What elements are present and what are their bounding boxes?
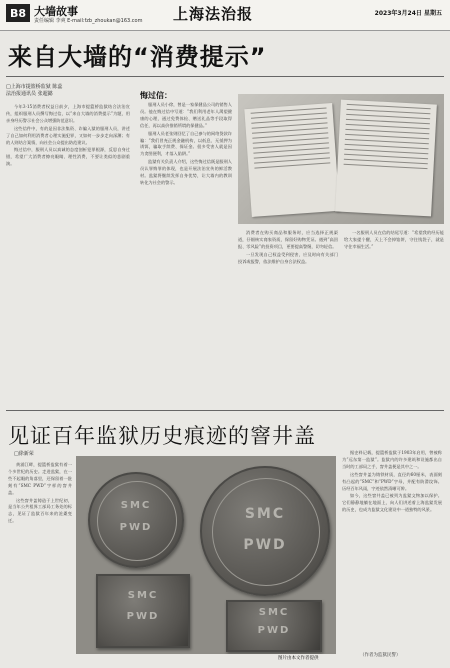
- manhole-cover: SMC PWD: [200, 466, 330, 596]
- issue-date: 2023年3月24日 星期五: [374, 10, 442, 17]
- letter-sheet: [335, 100, 437, 217]
- paragraph: 如今，这些窨井盖已被列为监狱文物加以保护。它们静静地躺在地面上，向人们讲述着上海监狱发展的历史，也成为监狱文化建设中一道独特的风景。: [342, 493, 442, 513]
- manhole-cover: SMC PWD: [96, 574, 190, 648]
- article2-column-left: [8, 462, 72, 662]
- article1-headline: 来自大墙的“消费提示”: [8, 43, 267, 71]
- paragraph: 一名服刑人员在信的结尾写道：“希望我的经历能给大家提个醒，天上不会掉馅饼，守住钱袋子，就是守住幸福生活。”: [344, 230, 444, 249]
- paragraph: 消费者在购买商品和服务时，应当选择正规渠道，仔细核实商家资质，保留好购物凭证。遇到“高回报、零风险”的投资项目，更要提高警惕，切勿轻信。: [238, 230, 338, 249]
- page-number-badge: B8: [6, 4, 30, 22]
- paragraph: 一旦发现自己权益受到侵害，应及时向有关部门投诉或报警，依法维护自身合法权益。: [238, 251, 338, 264]
- paragraph: 服刑人员小徐，曾是一家保健品公司的销售人员。他在悔过信中写道：“我们利用老年人渴望健康的心理，通过免费体检、赠送礼品等手段取得信任，再以高价推销所谓的保健品。”: [140, 102, 232, 128]
- photo-caption: 图片由本文作者提供: [278, 656, 319, 661]
- article2-column-right: [342, 450, 442, 646]
- paragraph: 这些窨井盖铸造于上世纪初，是当年公共租界工部局工务处的标志，见证了监狱百年来的沧桑变迁。: [8, 497, 72, 524]
- article1-column-middle: [140, 102, 232, 402]
- editor-line: 责任编辑 李爽 E-mail:fzb_zhoukan@163.com: [34, 18, 143, 24]
- article1-column-left: [6, 104, 130, 404]
- article2-closing: （作者为监狱民警）: [360, 653, 401, 658]
- paragraph: 据史料记载，提篮桥监狱于1903年启用，曾被称为“远东第一监狱”。监狱内的许多建筑和设施都出自当时的工部局之手，窨井盖便是其中之一。: [342, 450, 442, 469]
- headline-divider: [6, 76, 444, 77]
- byline-line: 法治报通讯员 张超懿: [6, 91, 53, 97]
- letter-sheet: [244, 103, 339, 217]
- article2-headline: 见证百年监狱历史痕迹的窨井盖: [8, 424, 316, 448]
- manhole-covers-photo: [76, 456, 336, 654]
- article1-column-right-b: [344, 230, 444, 404]
- section-title: 大墙故事: [34, 5, 78, 18]
- manhole-cover: SMC PWD: [88, 472, 184, 568]
- paragraph: 这些窨井盖为铸铁材质，直径约60厘米，表面刻有凸起的“SMC”和“PWD”字母，并配有防滑纹饰。历经百年风雨，字迹依然清晰可辨。: [342, 471, 442, 491]
- newspaper-name: 上海法治报: [173, 5, 254, 23]
- paragraph: 今年3·15消费者权益日前夕，上海市提篮桥监狱结合法治宣传，组织服刑人员撰写悔过信，以“来自大墙的消费提示”为题，用亲身经历警示社会公众增强防范意识。: [6, 104, 130, 123]
- paragraph: 服刑人员老张则回忆了自己参与的网络贷款诈骗：“我们冒充正规金融机构，以低息、无抵押为诱饵，骗取手续费、保证金。很多受害人就是因为贪图便利，才落入陷阱。”: [140, 130, 232, 157]
- section-divider: [6, 410, 444, 411]
- article1-column-right-a: [238, 230, 338, 404]
- paragraph: 黄浦江畔，提篮桥监狱有着一个多世纪的历史。走进监狱，在一些不起眼的角落里，还保留着一批刻有“SMC PWD”字样的窨井盖。: [8, 462, 72, 495]
- article1-subhead: 悔过信：: [140, 91, 172, 100]
- masthead: [0, 0, 450, 31]
- article1-byline: [6, 84, 126, 98]
- paragraph: 监狱有关负责人介绍，这些悔过信既是服刑人员认罪悔罪的体现，也是开展法治宣传的鲜活教材。监狱将继续发挥自身优势，让大墙内的教训转化为社会的警示。: [140, 159, 232, 185]
- letters-photo: [238, 94, 444, 224]
- manhole-cover: SMC PWD: [226, 600, 322, 652]
- paragraph: 悔过信中，服刑人员以真诚的态度剖析犯罪根源，反思自身过错，希望广大消费者擦亮眼睛、理性消费，不要让类似的悲剧重演。: [6, 147, 130, 167]
- byline-line: □上海市提篮桥监狱 陈蕊: [6, 84, 63, 90]
- paragraph: 这些信件中，有的是因非法集资、诈骗入狱的服刑人员，讲述了自己如何利用消费者心理实施犯罪，又如何一步步走向深渊；有的人则结合案情，向社会公众提出防范建议。: [6, 125, 130, 145]
- article2-author: □徐新荣: [14, 451, 34, 457]
